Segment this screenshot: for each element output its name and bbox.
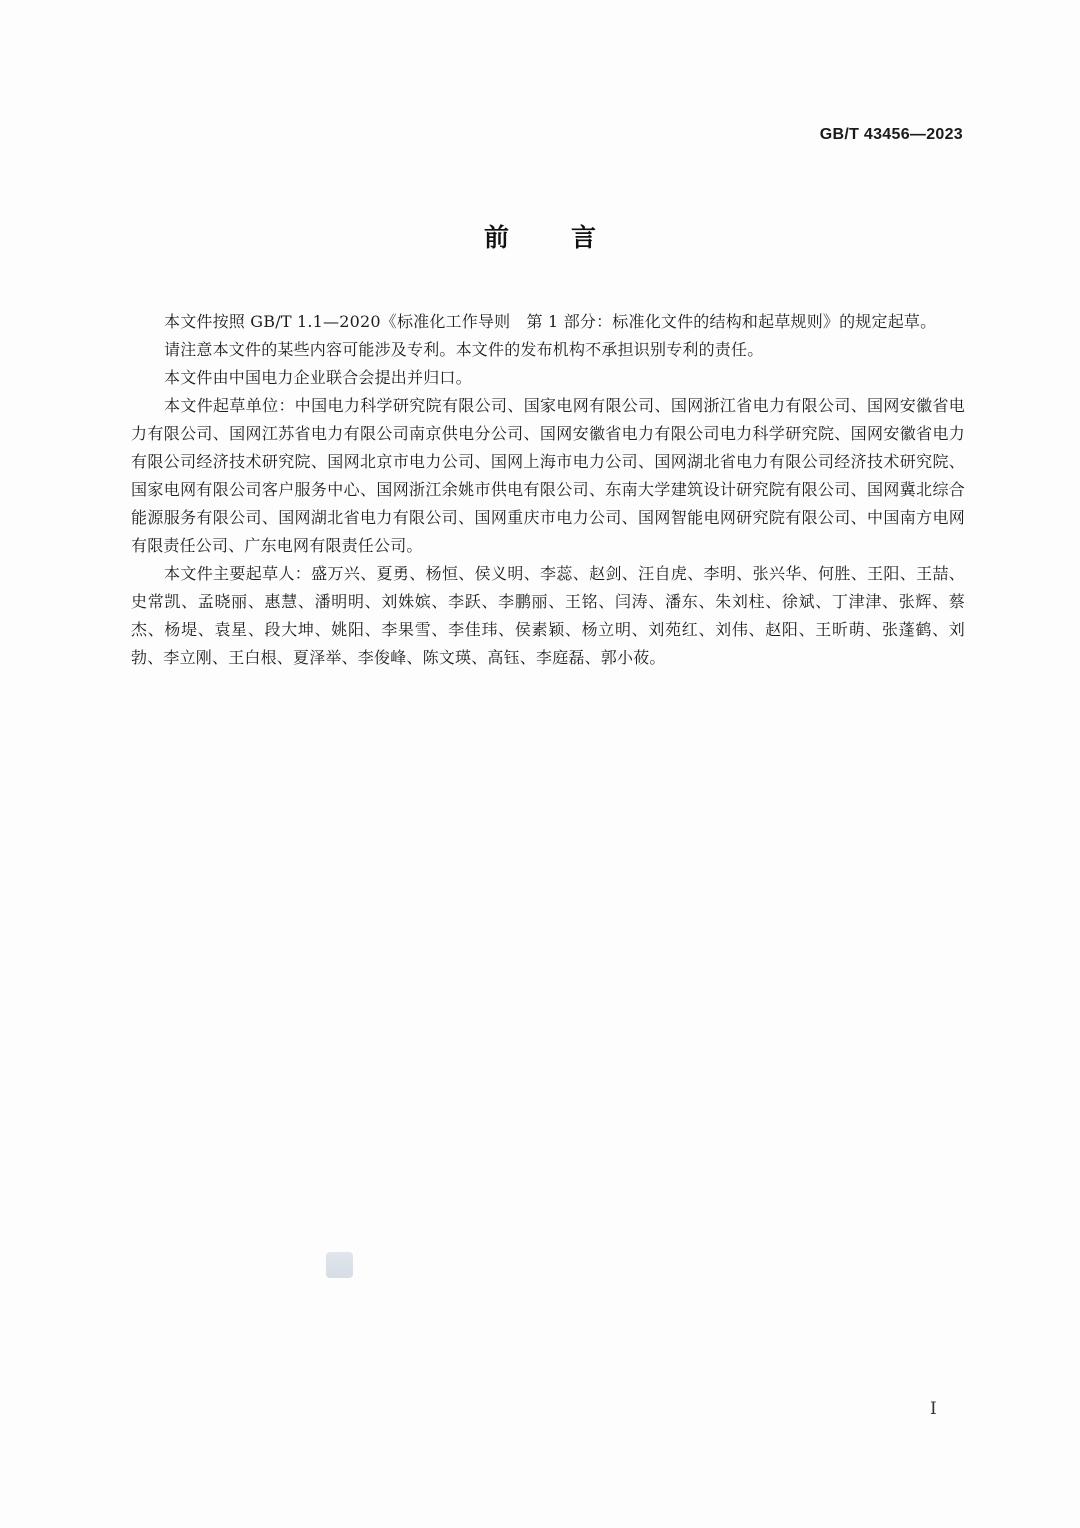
foreword-body — [131, 308, 965, 672]
watermark-logo — [326, 1252, 353, 1278]
paragraph-patent-notice: 请注意本文件的某些内容可能涉及专利。本文件的发布机构不承担识别专利的责任。 — [164, 340, 764, 359]
paragraph-drafting-units: 本文件起草单位：中国电力科学研究院有限公司、国家电网有限公司、国网浙江省电力有限公司、国网安徽省电力有限公司、国网江苏省电力有限公司南京供电分公司、国网安徽省电力有限公司电力科学研究院、国网安徽省电力有限公司经济技术研究院、国网北京市电力公司、国网上海市电力公司、国网湖北省电力有限公司经济技术研究院、国家电网有限公司客户服务中心、国网浙江余姚市供电有限公司、东南大学建筑设计研究院有限公司、国网冀北综合能源服务有限公司、国网湖北省电力有限公司、国网重庆市电力公司、国网智能电网研究院有限公司、中国南方电网有限责任公司、广东电网有限责任公司。 — [131, 396, 965, 555]
standard-number: GB/T 43456—2023 — [819, 126, 963, 143]
paragraph-drafters: 本文件主要起草人：盛万兴、夏勇、杨恒、侯义明、李蕊、赵剑、汪自虎、李明、张兴华、何胜、王阳、王喆、史常凯、孟晓丽、惠慧、潘明明、刘姝嫔、李跃、李鹏丽、王铭、闫涛、潘东、朱刘柱、徐斌、丁津津、张辉、蔡杰、杨堤、袁星、段大坤、姚阳、李果雪、李佳玮、侯素颖、杨立明、刘苑红、刘伟、赵阳、王昕萌、张蓬鹤、刘勃、李立刚、王白根、夏泽举、李俊峰、陈文瑛、高钰、李庭磊、郭小莜。 — [131, 564, 965, 667]
page-number: I — [930, 1399, 937, 1419]
paragraph-drafting-rules: 本文件按照 GB/T 1.1—2020《标准化工作导则 第 1 部分：标准化文件的结构和起草规则》的规定起草。 — [164, 312, 937, 331]
page-title: 前言 — [483, 223, 658, 252]
paragraph-proposer: 本文件由中国电力企业联合会提出并归口。 — [164, 368, 472, 387]
